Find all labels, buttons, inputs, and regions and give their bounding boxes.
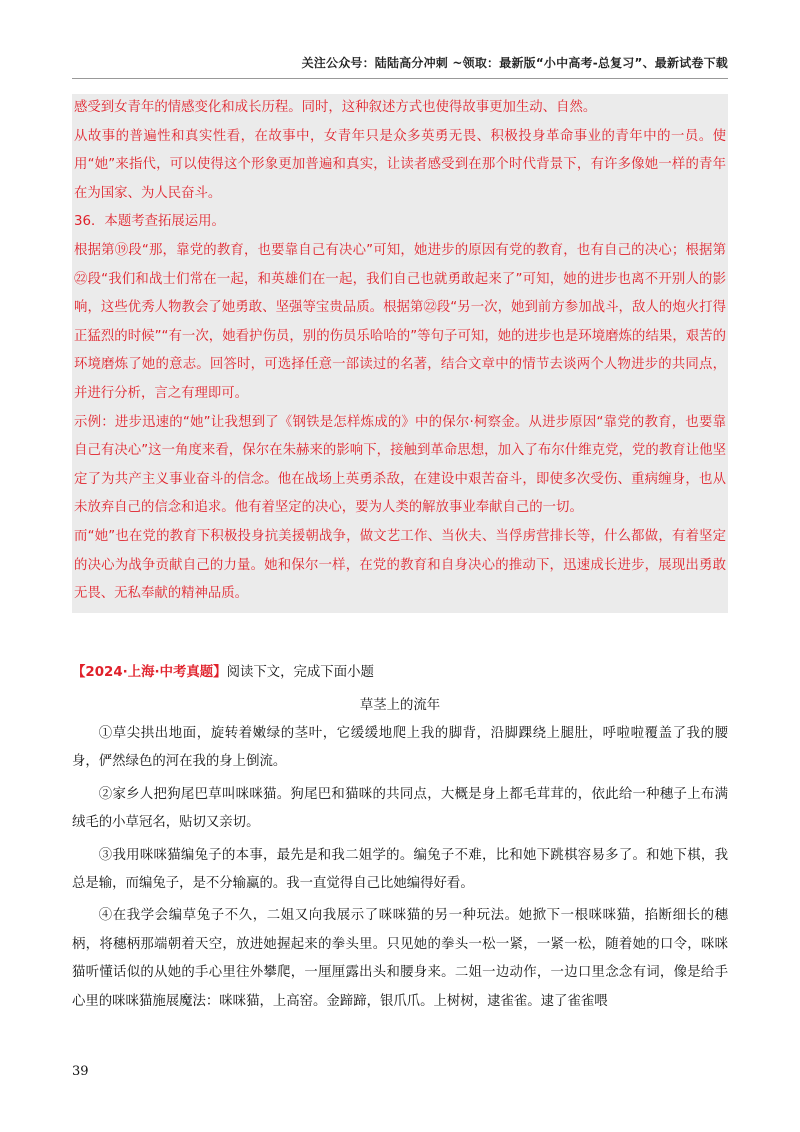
essay-paragraph: ③我用咪咪猫编兔子的本事，最先是和我二姐学的。编兔子不难，比和她下跳棋容易多了。和她下棋，我总是输，而编兔子，是不分输赢的。我一直觉得自己比她编得好看。	[72, 847, 728, 892]
question-source-line	[72, 662, 728, 684]
answer-paragraph: 感受到女青年的情感变化和成长历程。同时，这种叙述方式也使得故事更加生动、自然。	[74, 100, 597, 115]
answer-paragraph: 36．本题考查拓展运用。	[74, 214, 225, 230]
essay-paragraph: ①草尖拱出地面，旋转着嫩绿的茎叶，它缓缓地爬上我的脚背，沿脚踝绕上腿肚，呼啦啦覆盖了我的腰身，俨然绿色的河在我的身上倒流。	[72, 726, 728, 770]
essay-paragraph: ④在我学会编草兔子不久，二姐又向我展示了咪咪猫的另一种玩法。她掀下一根咪咪猫，掐断细长的穗柄，将穗柄那端朝着天空，放进她握起来的拳头里。只见她的拳头一松一紧，一紧一松，随着她的口令，咪咪猫听懂话似的从她的手心里往外攀爬，一厘厘露出头和腰身来。二姐一边动作，一边口里念念有词，像是给手心里的咪咪猫施展魔法：咪咪猫，上高窑。金蹄蹄，银爪爪。上树树，逮雀雀。逮了雀雀喂	[72, 908, 728, 1009]
header-divider	[72, 78, 728, 79]
answer-explanation-block	[72, 94, 728, 613]
essay-paragraph: ②家乡人把狗尾巴草叫咪咪猫。狗尾巴和猫咪的共同点，大概是身上都毛茸茸的，依此给一种穗子上布满绒毛的小草冠名，贴切又亲切。	[72, 786, 728, 831]
exam-source-tag: 【2024·上海·中考真题】	[72, 665, 227, 680]
answer-paragraph: 示例：进步迅速的“她”让我想到了《钢铁是怎样炼成的》中的保尔·柯察金。从进步原因“靠党的教育，也要靠自己有决心”这一角度来看，保尔在朱赫来的影响下，接触到革命思想，加入了布尔什维克党，党的教育让他坚定了为共产主义事业奋斗的信念。他在战场上英勇杀敌，在建设中艰苦奋斗，即使多次受伤、重病缠身，也从未放弃自己的信念和追求。他有着坚定的决心，要为人类的解放事业奉献自己的一切。	[74, 414, 726, 516]
answer-paragraph: 从故事的普遍性和真实性看，在故事中，女青年只是众多英勇无畏、积极投身革命事业的青年中的一员。使用“她”来指代，可以使得这个形象更加普遍和真实，让读者感受到在那个时代背景下，有许多像她一样的青年在为国家、为人民奋斗。	[74, 128, 726, 201]
reading-instruction: 阅读下文，完成下面小题	[226, 665, 374, 680]
essay-body	[72, 720, 728, 1020]
page-header: 关注公众号：陆陆高分冲刺 ~领取：最新版“小中高考-总复习”、最新试卷下载	[301, 56, 728, 70]
page-number: 39	[72, 1064, 89, 1079]
answer-paragraph: 而“她”也在党的教育下积极投身抗美援朝战争，做文艺工作、当伙夫、当俘虏营排长等，什么都做，有着坚定的决心为战争贡献自己的力量。她和保尔一样，在党的教育和自身决心的推动下，迅速成长进步，展现出勇敢无畏、无私奉献的精神品质。	[74, 528, 726, 602]
answer-paragraph: 根据第⑲段“那，靠党的教育，也要靠自己有决心”可知，她进步的原因有党的教育，也有自己的决心；根据第㉒段“我们和战士们常在一起，和英雄们在一起，我们自己也就勇敢起来了”可知，她的进步也离不开别人的影响，这些优秀人物教会了她勇敢、坚强等宝贵品质。根据第㉒段“另一次，她到前方参加战斗，敌人的炮火打得正猛烈的时候”“有一次，她看护伤员，别的伤员乐哈哈的”等句子可知，她的进步也是环境磨炼的结果，艰苦的环境磨炼了她的意志。回答时，可选择任意一部读过的名著，结合文章中的情节去谈两个人物进步的共同点，并进行分析，言之有理即可。	[74, 242, 726, 401]
essay-title: 草茎上的流年	[359, 698, 441, 713]
